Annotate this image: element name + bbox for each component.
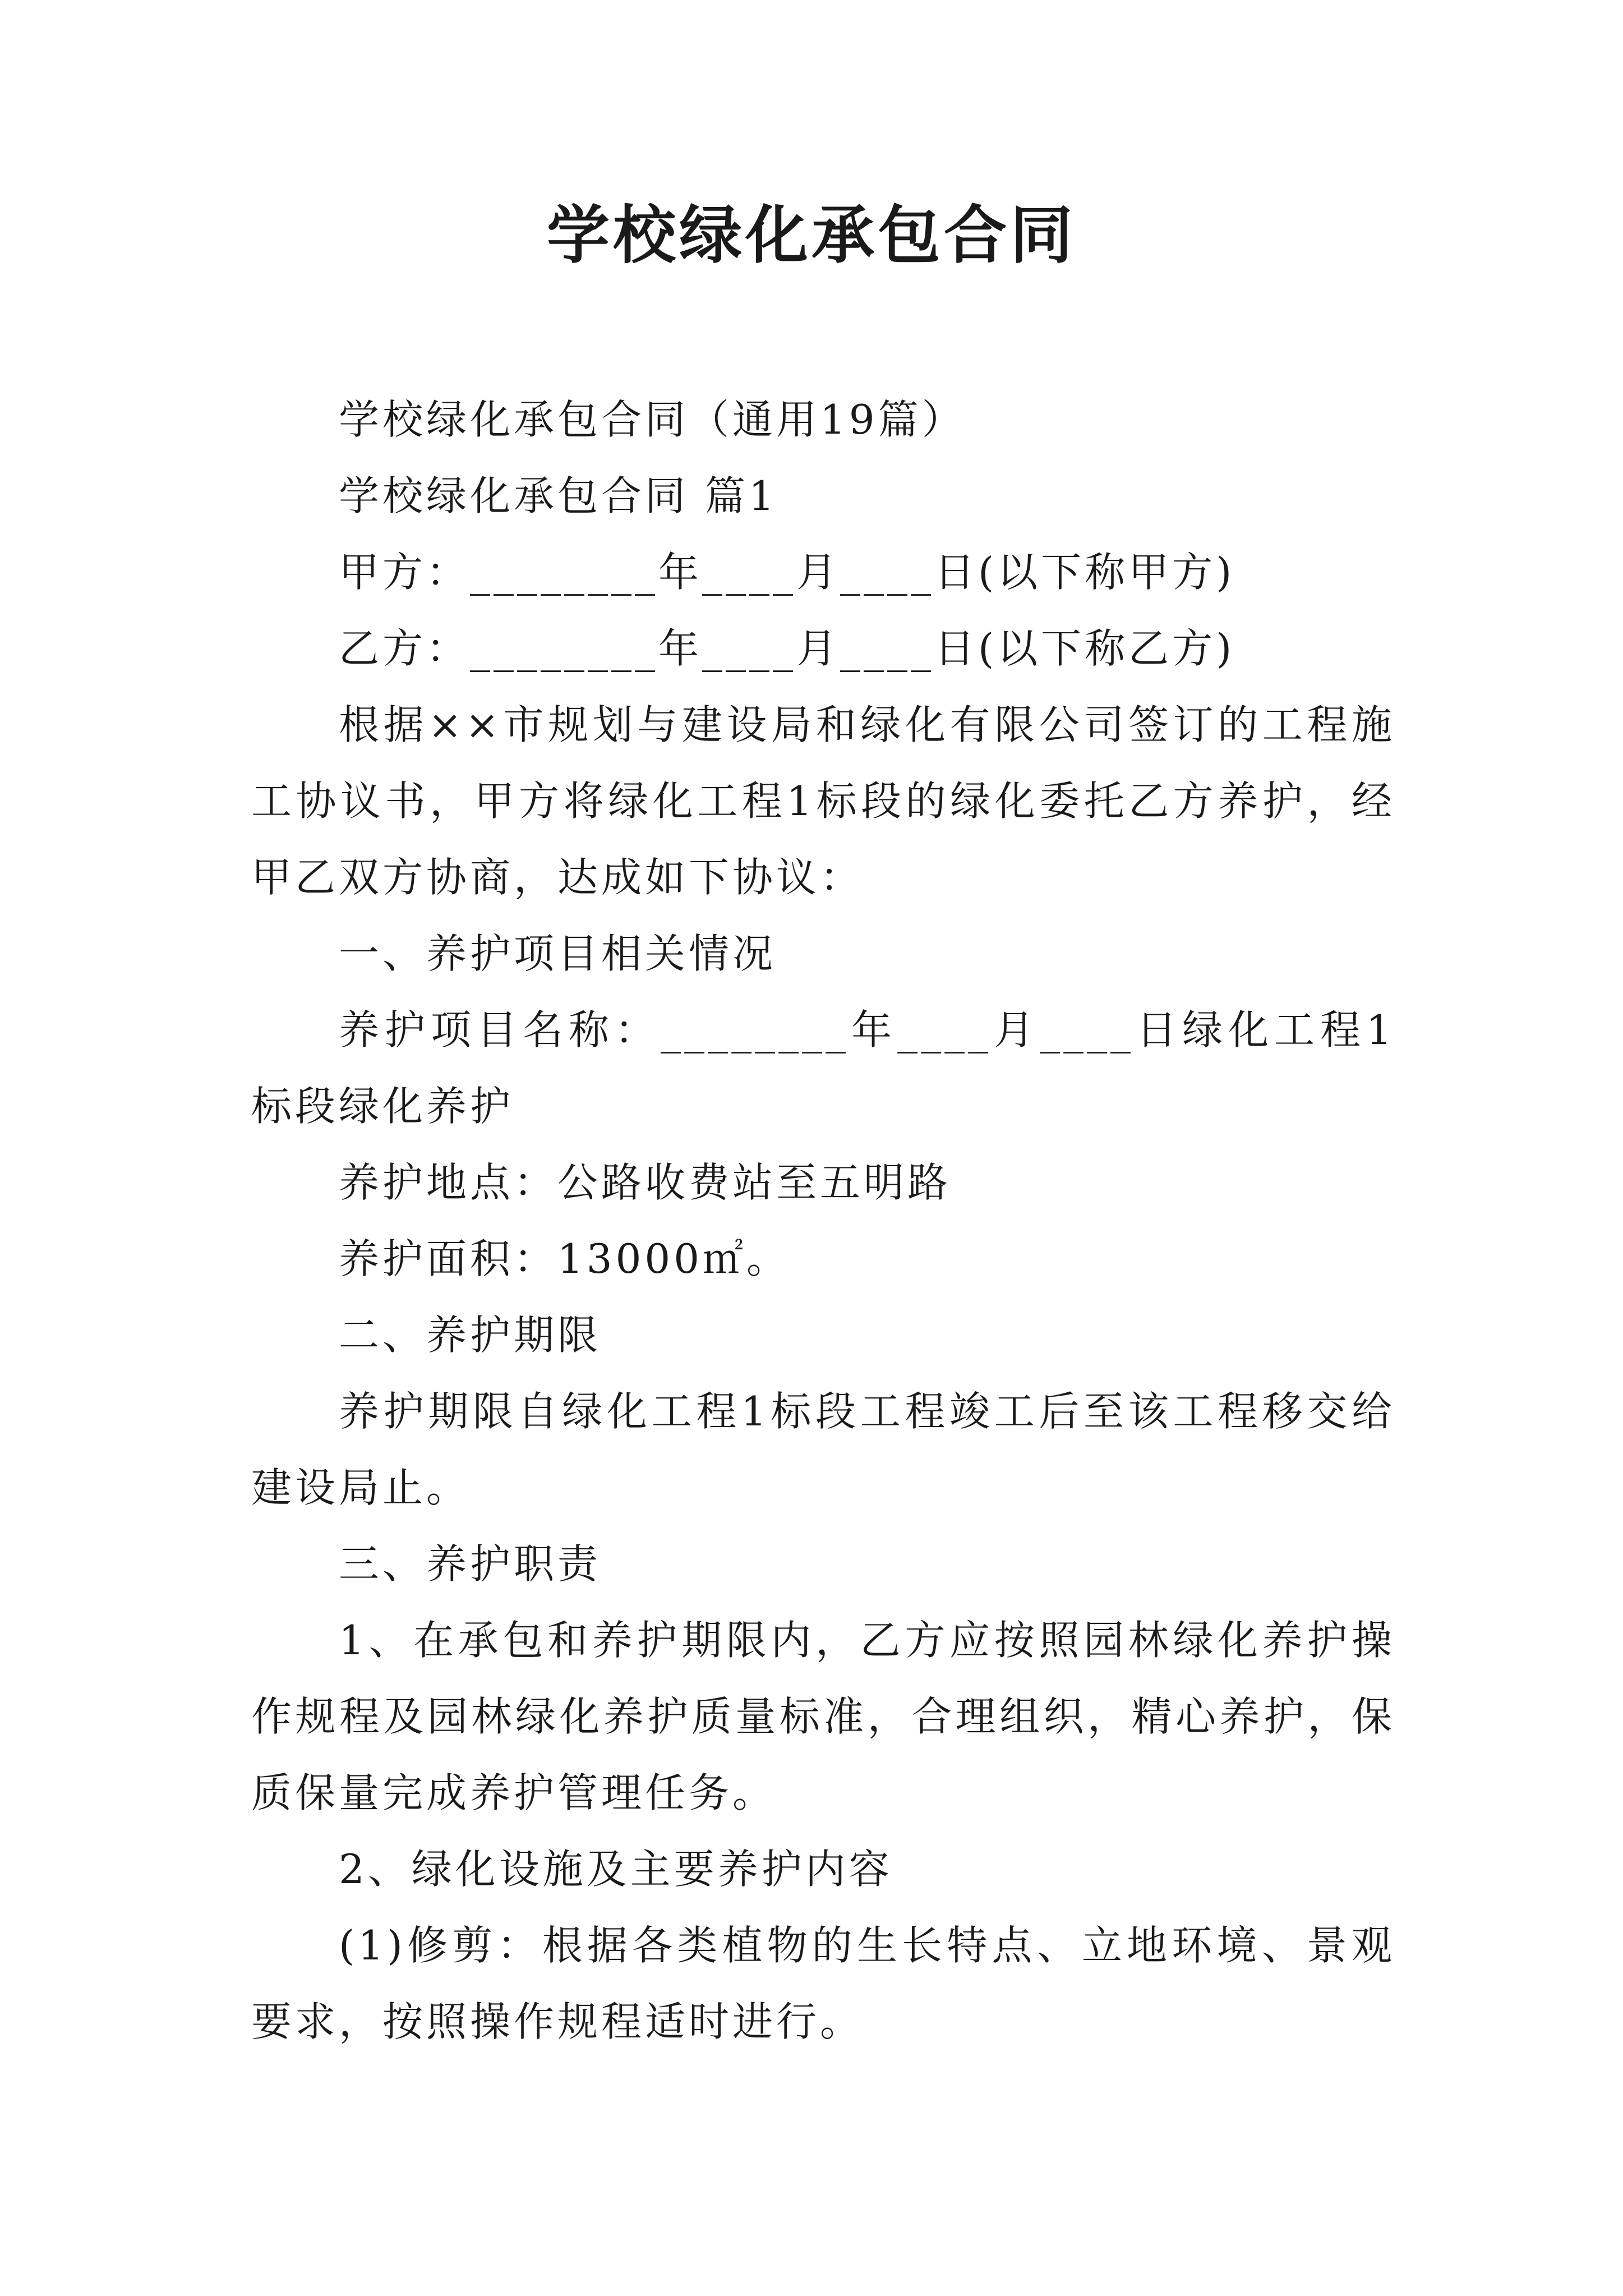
paragraph-term: 养护期限自绿化工程1标段工程竣工后至该工程移交给建设局止。 [251, 1388, 1395, 1511]
document-title: 学校绿化承包合同 [547, 199, 1076, 272]
document-body [251, 381, 1395, 2060]
paragraph-subtitle: 学校绿化承包合同（通用19篇） [339, 396, 966, 443]
paragraph-party-a: 甲方：________年____月____日(以下称甲方) [339, 549, 1235, 596]
paragraph-duty-1: 1、在承包和养护期限内，乙方应按照园林绿化养护操作规程及园林绿化养护质量标准，合理组织，精心养护，保质保量完成养护管理任务。 [251, 1617, 1395, 1816]
paragraph-area: 养护面积：13000㎡。 [339, 1235, 791, 1282]
paragraph-section-heading: 学校绿化承包合同 篇1 [339, 472, 778, 519]
paragraph-preamble: 根据××市规划与建设局和绿化有限公司签订的工程施工协议书，甲方将绿化工程1标段的绿化委托乙方养护，经甲乙双方协商，达成如下协议： [251, 701, 1395, 901]
paragraph-heading-1: 一、养护项目相关情况 [339, 930, 777, 977]
paragraph-duty-2: 2、绿化设施及主要养护内容 [339, 1846, 893, 1893]
paragraph-project-name: 养护项目名称：________年____月____日绿化工程1标段绿化养护 [251, 1006, 1395, 1130]
paragraph-location: 养护地点：公路收费站至五明路 [339, 1159, 952, 1206]
paragraph-pruning: (1)修剪：根据各类植物的生长特点、立地环境、景观要求，按照操作规程适时进行。 [251, 1922, 1395, 2045]
paragraph-party-b: 乙方：________年____月____日(以下称乙方) [339, 625, 1235, 672]
paragraph-heading-2: 二、养护期限 [339, 1312, 602, 1359]
paragraph-heading-3: 三、养护职责 [339, 1540, 602, 1588]
